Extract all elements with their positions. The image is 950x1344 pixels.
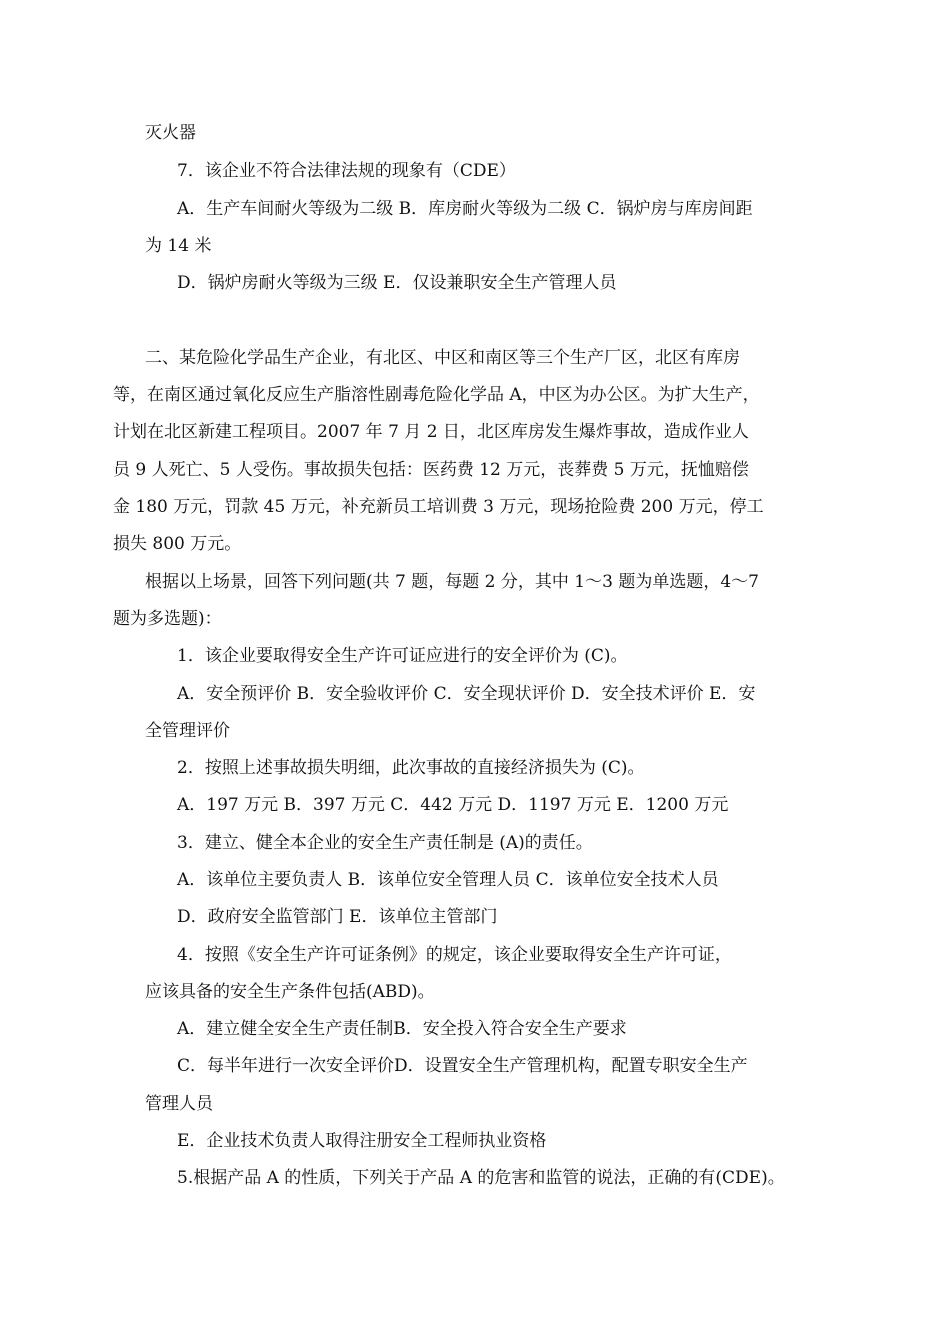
question-7-options-line-2: 为 14 米 [145,236,212,256]
scenario-paragraph-line-6: 损失 800 万元。 [113,534,242,554]
scenario-paragraph-line-2: 等，在南区通过氧化反应生产脂溶性剧毒危险化学品 A，中区为办公区。为扩大生产， [113,385,760,405]
text-line-fire-extinguisher: 灭火器 [145,123,196,143]
question-4-line-1: 4．按照《安全生产许可证条例》的规定，该企业要取得安全生产许可证， [177,945,732,965]
question-4-options-line-1: A．建立健全安全生产责任制B．安全投入符合安全生产要求 [177,1019,627,1039]
question-4-line-2: 应该具备的安全生产条件包括(ABD)。 [145,982,435,1002]
question-3: 3．建立、健全本企业的安全生产责任制是 (A)的责任。 [177,833,593,853]
instructions-line-1: 根据以上场景，回答下列问题(共 7 题，每题 2 分，其中 1～3 题为单选题，4～7 [145,572,759,592]
question-2: 2．按照上述事故损失明细，此次事故的直接经济损失为 (C)。 [177,758,645,778]
question-1-options-line-1: A．安全预评价 B．安全验收评价 C．安全现状评价 D．安全技术评价 E．安 [177,684,756,704]
question-5: 5.根据产品 A 的性质，下列关于产品 A 的危害和监管的说法，正确的有(CDE)。 [177,1168,785,1188]
question-7-options-line-3: D．锅炉房耐火等级为三级 E．仅设兼职安全生产管理人员 [177,273,617,293]
question-7: 7．该企业不符合法律法规的现象有（CDE） [177,161,516,181]
scenario-paragraph-line-4: 员 9 人死亡、5 人受伤。事故损失包括：医药费 12 万元，丧葬费 5 万元，抚恤赔偿 [113,460,749,480]
scenario-paragraph-line-5: 金 180 万元，罚款 45 万元，补充新员工培训费 3 万元，现场抢险费 200 万元，停工 [113,497,764,517]
scenario-paragraph-line-1: 二、某危险化学品生产企业，有北区、中区和南区等三个生产厂区，北区有库房 [145,348,740,368]
question-3-options-line-2: D．政府安全监管部门 E．该单位主管部门 [177,907,498,927]
question-4-options-line-3: 管理人员 [145,1094,213,1114]
question-2-options: A．197 万元 B．397 万元 C．442 万元 D．1197 万元 E．1200 万元 [177,795,729,815]
question-7-options-line-1: A．生产车间耐火等级为二级 B．库房耐火等级为二级 C．锅炉房与库房间距 [177,199,753,219]
question-4-options-line-2: C．每半年进行一次安全评价D．设置安全生产管理机构，配置专职安全生产 [177,1056,748,1076]
question-1-options-line-2: 全管理评价 [145,721,230,741]
question-1: 1．该企业要取得安全生产许可证应进行的安全评价为 (C)。 [177,646,628,666]
question-4-options-line-4: E．企业技术负责人取得注册安全工程师执业资格 [177,1131,547,1151]
scenario-paragraph-line-3: 计划在北区新建工程项目。2007 年 7 月 2 日，北区库房发生爆炸事故，造成作业人 [113,422,749,442]
instructions-line-2: 题为多选题)： [113,609,222,629]
question-3-options-line-1: A．该单位主要负责人 B．该单位安全管理人员 C．该单位安全技术人员 [177,870,719,890]
